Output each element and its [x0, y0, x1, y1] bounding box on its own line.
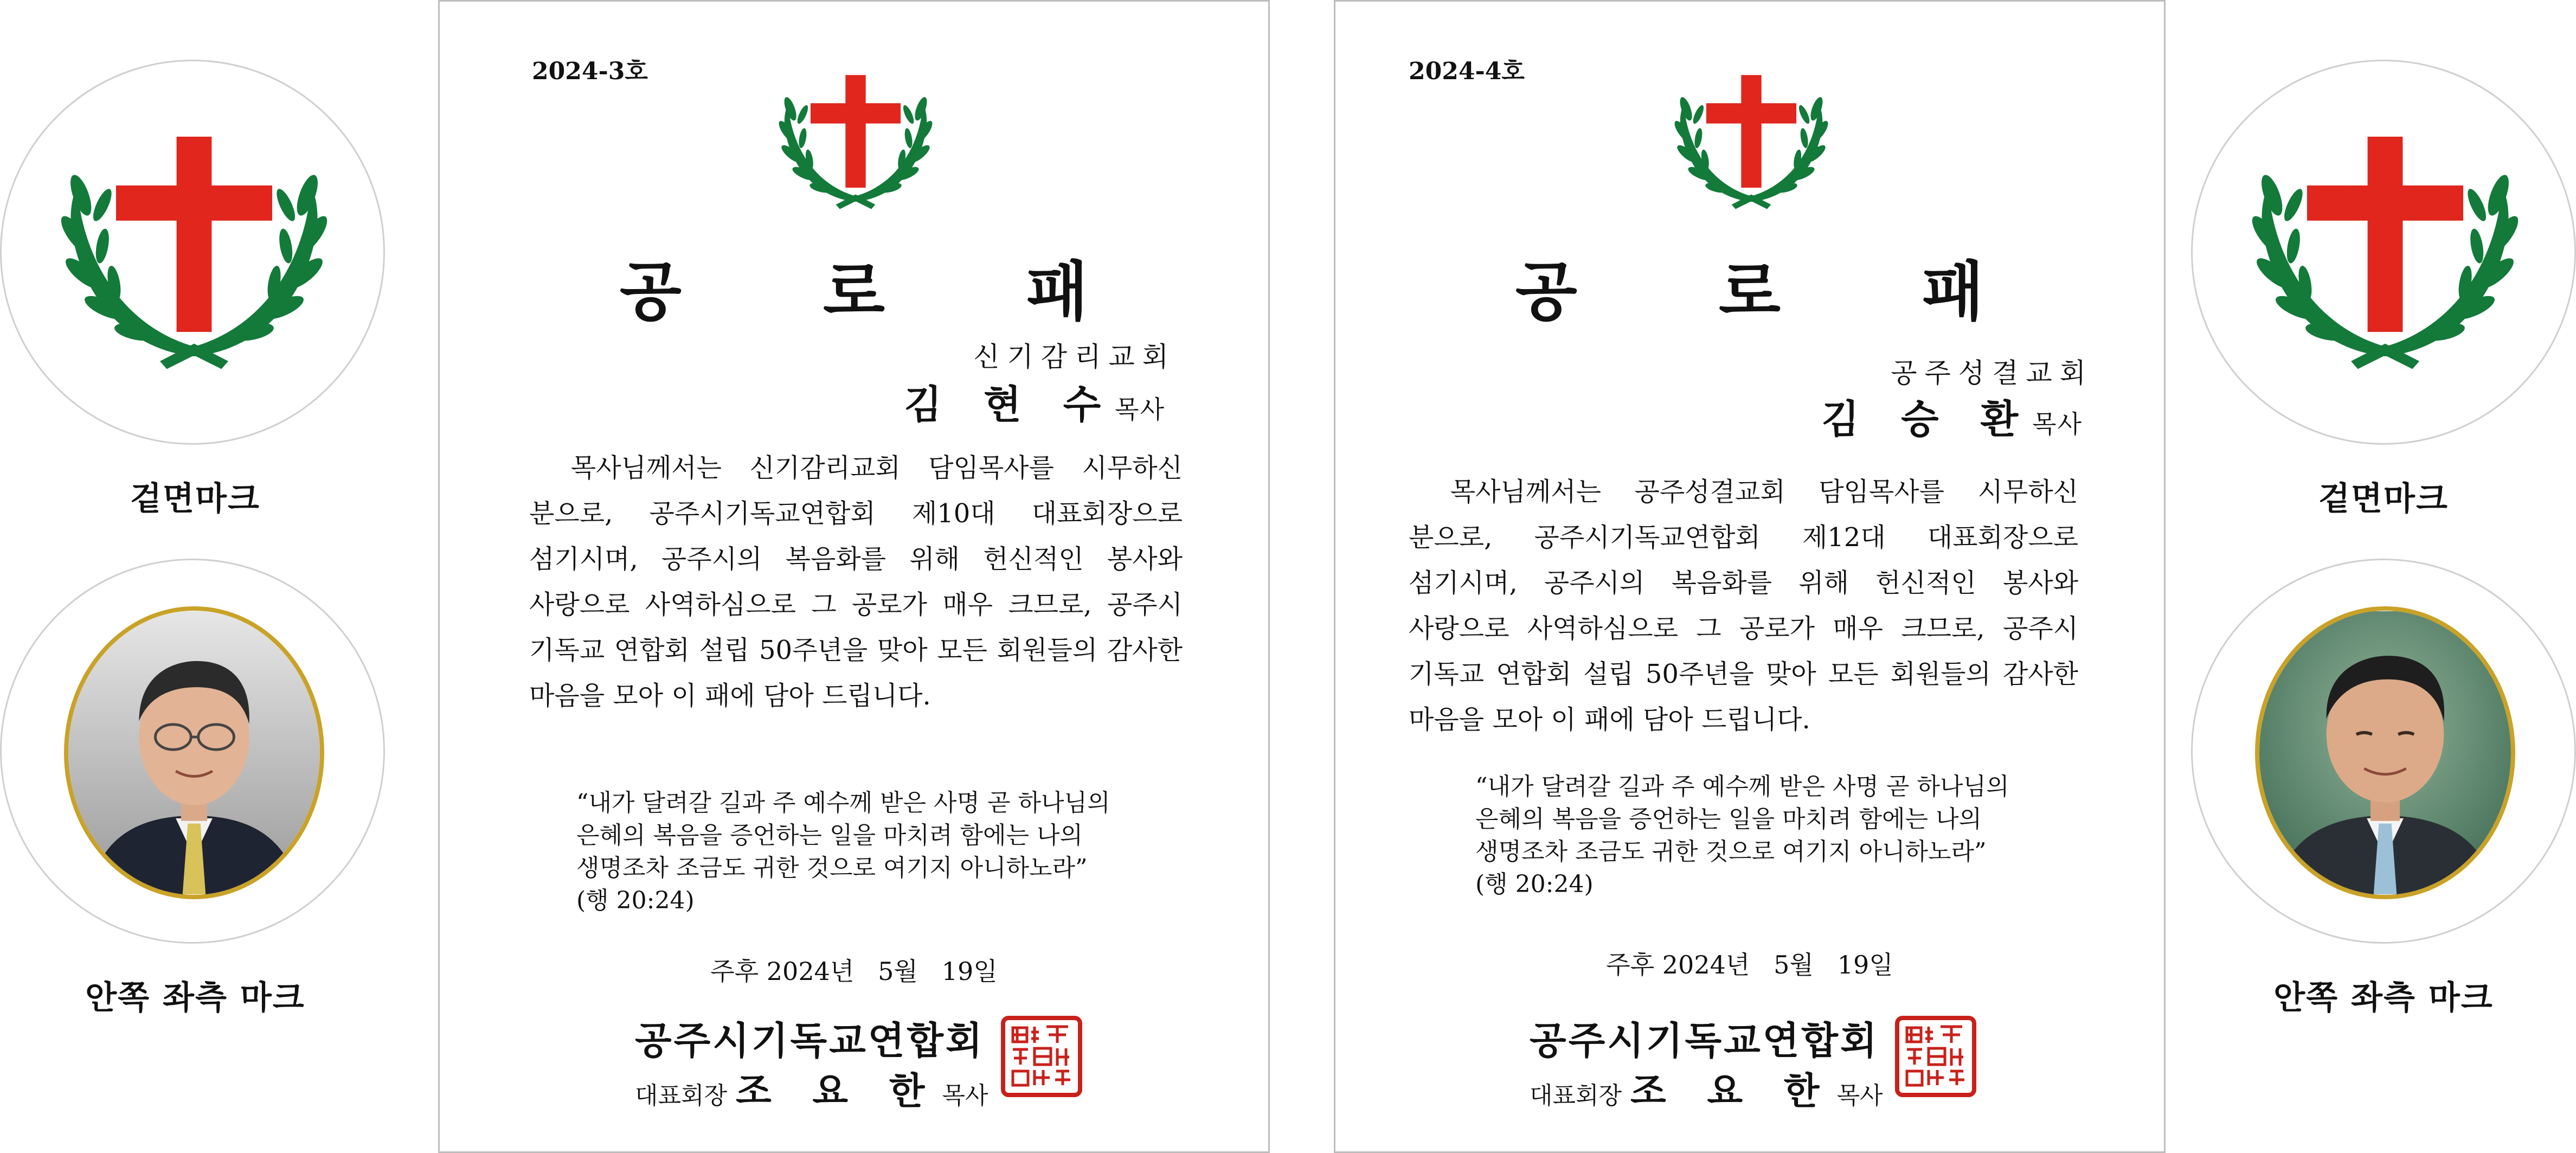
portrait-icon	[68, 611, 320, 895]
outer-mark-caption-left: 겉면마크	[130, 480, 260, 518]
rep-title: 대표회장	[635, 1082, 728, 1110]
plaque-title: 공 로 패	[1515, 254, 2044, 329]
bible-quote: “내가 달려갈 길과 주 예수께 받은 사명 곧 하나님의 은혜의 복음을 증언하는 일을 마치려 함에는 나의 생명조차 조금도 귀한 것으로 여기지 아니하노라” (행 20:24)	[1475, 773, 2009, 898]
inner-mark-caption-left: 안쪽 좌측 마크	[85, 979, 305, 1017]
red-seal-icon	[1895, 1016, 1976, 1097]
award-date: 주후 2024년 5월 19일	[1606, 950, 1893, 979]
rep-name: 조 요 한	[1630, 1069, 1834, 1113]
outer-mark-circle-left	[0, 60, 385, 445]
portrait-icon	[2259, 611, 2511, 895]
plaque-2024-3	[438, 0, 1270, 1153]
inner-mark-circle-right	[2191, 559, 2576, 944]
cross-laurel-icon	[1665, 69, 1838, 216]
cross-laurel-icon	[48, 126, 341, 381]
red-seal-icon	[1001, 1016, 1082, 1097]
pastor-name: 김 승 환	[1821, 396, 2033, 442]
rep-name: 조 요 한	[736, 1069, 939, 1113]
pastor-photo-left	[64, 606, 324, 899]
cross-laurel-icon	[769, 69, 942, 216]
outer-mark-caption-right: 겉면마크	[2318, 480, 2449, 518]
church-name: 공주성결교회	[1891, 357, 2093, 389]
plaque-2024-4	[1334, 0, 2166, 1153]
rep-suffix: 목사	[1836, 1082, 1883, 1110]
pastor-suffix: 목사	[1115, 395, 1165, 424]
organization-name: 공주시기독교연합회	[635, 1018, 985, 1063]
plaque-number: 2024-4호	[1409, 57, 1525, 85]
church-name: 신기감리교회	[973, 341, 1176, 373]
cross-laurel-icon	[2239, 126, 2532, 381]
representative-line	[1530, 1062, 1883, 1114]
plaque-body: 목사님께서는 신기감리교회 담임목사를 시무하신 분으로, 공주시기독교연합회 제10대 대표회장으로 섬기시며, 공주시의 복음화를 위해 헌신적인 봉사와 사랑으로 사역하심으로 그 공로가 매우 크므로, 공주시 기독교 연합회 설립 50주년을 맞아 모든 회원들의 감사한 마음을 모아 이 패에 담아 드립니다.	[529, 453, 1183, 711]
bible-quote: “내가 달려갈 길과 주 예수께 받은 사명 곧 하나님의 은혜의 복음을 증언하는 일을 마치려 함에는 나의 생명조차 조금도 귀한 것으로 여기지 아니하노라” (행 20:24)	[576, 789, 1110, 914]
plaque-body: 목사님께서는 공주성결교회 담임목사를 시무하신 분으로, 공주시기독교연합회 제12대 대표회장으로 섬기시며, 공주시의 복음화를 위해 헌신적인 봉사와 사랑으로 사역하심으로 그 공로가 매우 크므로, 공주시 기독교 연합회 설립 50주년을 맞아 모든 회원들의 감사한 마음을 모아 이 패에 담아 드립니다.	[1409, 477, 2078, 735]
pastor-photo-right	[2255, 606, 2515, 899]
plaque-number: 2024-3호	[532, 57, 648, 85]
rep-suffix: 목사	[942, 1082, 988, 1110]
organization-name: 공주시기독교연합회	[1530, 1018, 1879, 1063]
outer-mark-circle-right	[2191, 60, 2576, 445]
rep-title: 대표회장	[1530, 1082, 1622, 1110]
inner-mark-caption-right: 안쪽 좌측 마크	[2273, 979, 2494, 1017]
pastor-name: 김 현 수	[904, 381, 1115, 427]
plaque-title: 공 로 패	[619, 254, 1148, 329]
representative-line	[635, 1062, 988, 1114]
pastor-name-line	[904, 373, 1165, 430]
pastor-suffix: 목사	[2032, 409, 2083, 439]
pastor-name-line	[1821, 388, 2083, 444]
award-date: 주후 2024년 5월 19일	[710, 957, 998, 986]
inner-mark-circle-left	[0, 559, 385, 944]
